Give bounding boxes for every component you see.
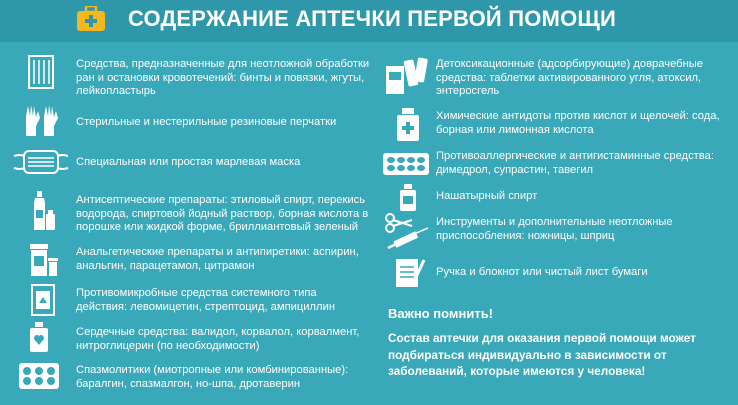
item-text: Нашатырный спирт [436,190,538,202]
note-title: Важно помнить! [388,306,494,321]
item-text: Ручка и блокнот или чистый лист бумаги [436,266,648,278]
list-item [380,184,738,214]
item-text: Химические антидоты против кислот и щелочей: сода, борная или лимонная кислота [436,110,720,136]
list-item [0,322,380,358]
note-text: Состав аптечки для оказания первой помощи может подбираться индивидуально в зависимости от заболеваний, которые имеются у человека! [388,331,696,378]
list-item [0,240,380,280]
item-text: Противомикробные средства системного типа действия: левомицетин, стрептоцид, ампициллин [76,287,336,313]
list-item [380,106,738,148]
sorbent-pack-icon [384,56,430,96]
tablet-strip-icon [382,152,430,176]
list-item [0,283,380,321]
list-item [0,146,380,180]
list-item [0,52,380,100]
scissors-syringe-icon [384,212,430,252]
header-bar [0,0,738,42]
first-aid-kit-icon [76,6,106,32]
list-item [380,52,738,102]
heart-drops-icon [26,322,52,354]
item-text: Анальгетические препараты и антипиретики: аспирин, анальгин, парацетамол, цитрамон [76,246,359,272]
pill-jars-icon [28,242,60,278]
item-text: Средства, предназначенные для неотложной обработки ран и остановки кровотечений: бинты и повязки, жгуты, лейкопластырь [76,58,370,97]
bandage-roll-icon [26,54,56,90]
pill-blister-icon [18,362,60,390]
medicine-box-icon [30,283,56,317]
item-text: Инструменты и дополнительные неотложные приспособления: ножницы, шприц [436,216,673,242]
page-title: СОДЕРЖАНИЕ АПТЕЧКИ ПЕРВОЙ ПОМОЩИ [128,6,617,31]
notepad-pen-icon [392,256,426,290]
face-mask-icon [12,148,70,176]
antiseptic-bottles-icon [30,190,56,232]
list-item [0,188,380,238]
list-item [0,358,380,398]
antidote-jar-icon [394,108,422,142]
item-text: Противоаллергические и антигистаминные средства: димедрол, супрастин, тавегил [436,150,714,176]
item-text: Сердечные средства: валидол, корвалол, корвалмент, нитроглицерин (по необходимости) [76,326,360,352]
item-text: Специальная или простая марлевая маска [76,156,301,168]
list-item [380,212,738,252]
list-item [0,100,380,144]
item-text: Стерильные и нестерильные резиновые перчатки [76,116,337,128]
ammonia-bottle-icon [398,184,418,212]
item-text: Детоксикационные (адсорбирующие) доврачебные средства: таблетки активированного угля, атоксил, энтеросгель [436,58,704,97]
item-text: Антисептические препараты: этиловый спирт, перекись водорода, спиртовой йодный раствор, борная кислота в порошке или жидкой форме, бриллиантовый зеленый [76,194,369,233]
item-text: Спазмолитики (миотропные или комбинированные): баралгин, спазмалгон, но-шпа, дротаверин [76,364,349,390]
list-item [380,148,738,182]
gloves-icon [22,102,62,138]
list-item [380,254,738,294]
